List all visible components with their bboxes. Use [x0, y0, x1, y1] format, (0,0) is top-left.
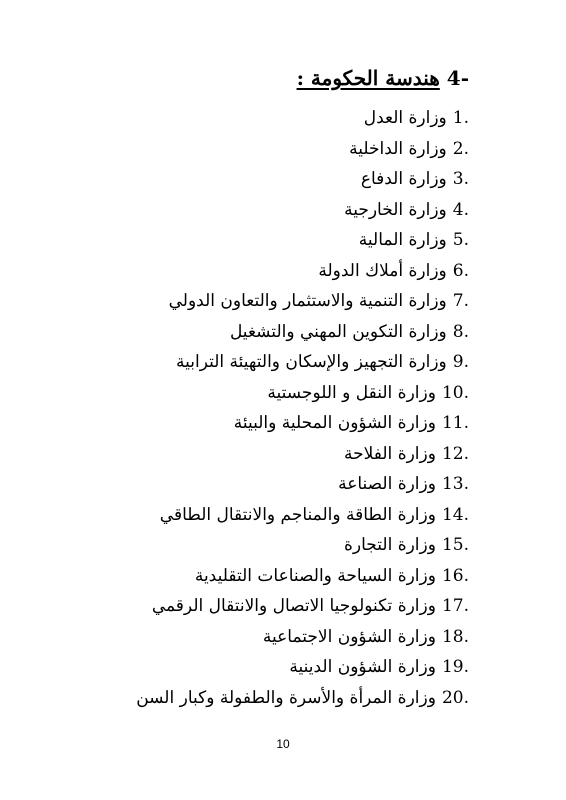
item-label: وزارة المرأة والأسرة والطفولة وكبار السن [136, 687, 436, 708]
section-heading [297, 66, 469, 90]
item-number: 5. [452, 230, 469, 250]
item-label: وزارة الشؤون المحلية والبيئة [233, 413, 436, 433]
list-item [136, 286, 469, 317]
item-label: وزارة الشؤون الدينية [289, 657, 436, 677]
item-number: 14. [441, 504, 469, 525]
item-label: وزارة الطاقة والمناجم والانتقال الطاقي [159, 504, 436, 525]
item-label: وزارة تكنولوجيا الاتصال والانتقال الرقمي [151, 596, 436, 616]
item-label: وزارة التنمية والاستثمار والتعاون الدولي [168, 291, 447, 311]
item-label: وزارة الصناعة [338, 474, 436, 494]
item-number: 16. [441, 565, 469, 586]
list-item [136, 225, 469, 256]
list-item [136, 317, 469, 348]
item-number: 13. [441, 474, 469, 494]
item-label: وزارة الداخلية [349, 138, 447, 159]
list-item [136, 164, 469, 195]
item-number: 2. [452, 138, 469, 159]
item-label: وزارة التكوين المهني والتشغيل [229, 321, 447, 342]
item-label: وزارة الشؤون الاجتماعية [262, 626, 436, 647]
item-number: 15. [441, 535, 469, 555]
item-number: 3. [452, 169, 469, 189]
section-number: 4- [446, 66, 469, 90]
item-number: 12. [441, 443, 469, 464]
item-label: وزارة التجارة [343, 535, 436, 555]
list-item [136, 561, 469, 592]
item-label: وزارة الخارجية [344, 199, 447, 220]
list-item [136, 195, 469, 226]
list-item [136, 134, 469, 165]
list-item [136, 500, 469, 531]
list-item [136, 530, 469, 561]
item-label: وزارة العدل [363, 108, 447, 128]
item-number: 8. [452, 321, 469, 342]
list-item [136, 683, 469, 714]
list-item [136, 439, 469, 470]
section-title: هندسة الحكومة : [296, 66, 440, 90]
item-number: 6. [452, 260, 469, 281]
item-number: 11. [441, 413, 469, 433]
list-item [136, 652, 469, 683]
item-number: 17. [441, 596, 469, 616]
item-label: وزارة السياحة والصناعات التقليدية [194, 565, 436, 586]
list-item [136, 622, 469, 653]
item-label: وزارة أملاك الدولة [318, 260, 447, 281]
list-item [136, 408, 469, 439]
list-item [136, 256, 469, 287]
item-label: وزارة النقل و اللوجستية [267, 382, 436, 403]
item-number: 9. [452, 352, 469, 372]
item-label: وزارة الدفاع [360, 169, 447, 189]
item-number: 18. [441, 626, 469, 647]
list-item [136, 591, 469, 622]
list-item [136, 347, 469, 378]
list-item [136, 378, 469, 409]
item-label: وزارة الفلاحة [344, 443, 436, 464]
list-item [136, 469, 469, 500]
item-number: 20. [441, 687, 469, 708]
list-item [136, 103, 469, 134]
page-number: 10 [276, 737, 290, 751]
ministries-list [136, 103, 469, 713]
item-number: 1. [452, 108, 469, 128]
item-number: 19. [441, 657, 469, 677]
item-number: 7. [452, 291, 469, 311]
item-label: وزارة التجهيز والإسكان والتهيئة الترابية [176, 352, 447, 372]
item-number: 10. [441, 382, 469, 403]
item-label: وزارة المالية [358, 230, 447, 250]
item-number: 4. [452, 199, 469, 220]
